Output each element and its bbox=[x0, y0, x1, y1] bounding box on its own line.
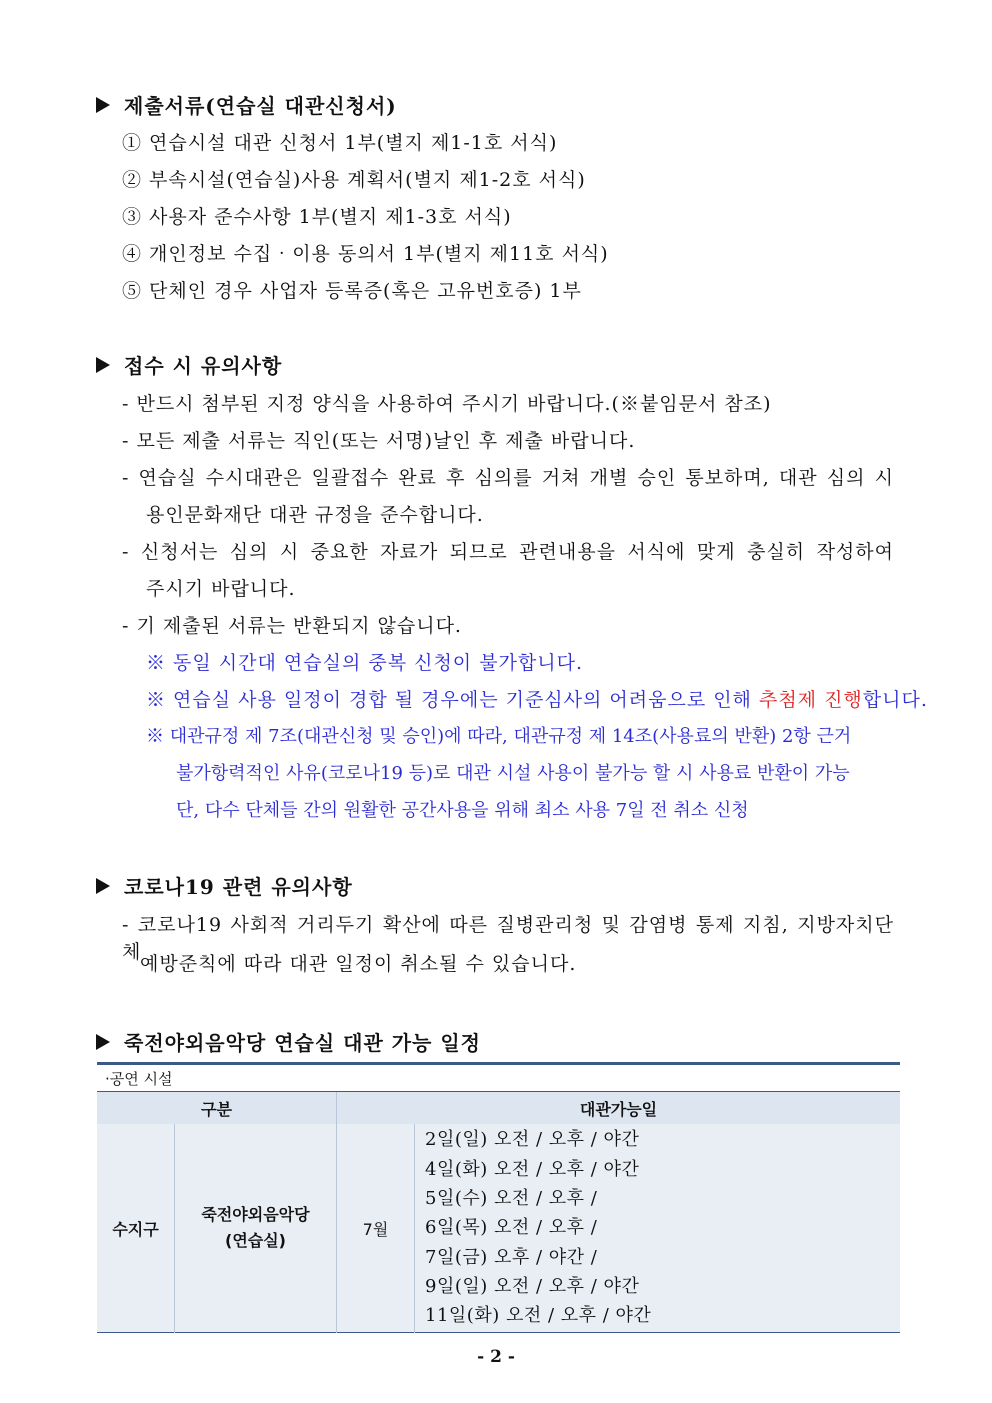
note-line: - 기 제출된 서류는 반환되지 않습니다. bbox=[122, 615, 462, 637]
covid-line: 예방준칙에 따라 대관 일정이 취소될 수 있습니다. bbox=[140, 953, 577, 975]
date-row: 6일(목) 오전 / 오후 / bbox=[425, 1217, 598, 1239]
header-available: 대관가능일 bbox=[337, 1092, 901, 1124]
note-refund: 불가항력적인 사유(코로나19 등)로 대관 시설 사용이 불가능 할 시 사용료 반환이 가능 bbox=[176, 763, 850, 784]
triangle-bullet-icon bbox=[96, 878, 110, 894]
section-title-text: 접수 시 유의사항 bbox=[124, 354, 283, 378]
note-line: 용인문화재단 대관 규정을 준수합니다. bbox=[146, 504, 484, 526]
section-title-text: 죽전야외음악당 연습실 대관 가능 일정 bbox=[124, 1031, 481, 1055]
table-caption: ‧공연 시설 bbox=[97, 1065, 900, 1092]
section-title-text: 제출서류(연습실 대관신청서) bbox=[124, 94, 397, 118]
date-row: 11일(화) 오전 / 오후 / 야간 bbox=[425, 1305, 652, 1327]
triangle-bullet-icon bbox=[96, 357, 110, 373]
list-item: ④ 개인정보 수집‧이용 동의서 1부(별지 제11호 서식) bbox=[122, 243, 609, 265]
venue-sub: (연습실) bbox=[225, 1231, 286, 1250]
section-title-covid bbox=[96, 871, 353, 900]
note-lottery bbox=[146, 685, 928, 712]
triangle-bullet-icon bbox=[96, 1034, 110, 1050]
dates-cell bbox=[415, 1124, 901, 1333]
note-lottery-text: ※ 연습실 사용 일정이 경합 될 경우에는 기준심사의 어려움으로 인해 bbox=[146, 689, 759, 711]
venue-cell bbox=[175, 1124, 337, 1333]
note-line: - 연습실 수시대관은 일괄접수 완료 후 심의를 거쳐 개별 승인 통보하며, 대관 심의 시 bbox=[122, 467, 894, 489]
section-title-documents bbox=[96, 90, 397, 119]
list-item: ⑤ 단체인 경우 사업자 등록증(혹은 고유번호증) 1부 bbox=[122, 280, 582, 302]
covid-line: - 코로나19 사회적 거리두기 확산에 따른 질병관리청 및 감염병 통제 지침, 지방자치단체 bbox=[122, 914, 894, 963]
date-row: 2일(일) 오전 / 오후 / 야간 bbox=[425, 1129, 640, 1151]
note-line: - 반드시 첨부된 지정 양식을 사용하여 주시기 바랍니다.(※붙임문서 참조) bbox=[122, 393, 772, 415]
region-cell: 수지구 bbox=[97, 1124, 175, 1333]
note-line: - 신청서는 심의 시 중요한 자료가 되므로 관련내용을 서식에 맞게 충실히 작성하여 bbox=[122, 541, 894, 563]
list-item: ① 연습시설 대관 신청서 1부(별지 제1-1호 서식) bbox=[122, 132, 558, 154]
date-row: 5일(수) 오전 / 오후 / bbox=[425, 1187, 598, 1209]
note-refund: 단, 다수 단체들 간의 원활한 공간사용을 위해 최소 사용 7일 전 취소 신청 bbox=[176, 800, 749, 821]
note-duplicate: ※ 동일 시간대 연습실의 중복 신청이 불가합니다. bbox=[146, 652, 584, 674]
section-title-schedule bbox=[96, 1027, 481, 1056]
list-item: ③ 사용자 준수사항 1부(별지 제1-3호 서식) bbox=[122, 206, 512, 228]
date-row: 7일(금) 오후 / 야간 / bbox=[425, 1246, 598, 1268]
date-row: 9일(일) 오전 / 오후 / 야간 bbox=[425, 1276, 640, 1298]
section-title-notes bbox=[96, 350, 282, 379]
date-row: 4일(화) 오전 / 오후 / 야간 bbox=[425, 1158, 640, 1180]
month-cell: 7월 bbox=[337, 1124, 415, 1333]
list-item: ② 부속시설(연습실)사용 계획서(별지 제1-2호 서식) bbox=[122, 169, 586, 191]
page-number: - 2 - bbox=[477, 1347, 515, 1367]
schedule-table bbox=[97, 1062, 900, 1333]
header-category: 구분 bbox=[97, 1092, 337, 1124]
note-line: 주시기 바랍니다. bbox=[146, 578, 296, 600]
section-title-text: 코로나19 관련 유의사항 bbox=[124, 875, 353, 899]
note-refund: ※ 대관규정 제 7조(대관신청 및 승인)에 따라, 대관규정 제 14조(사용료의 반환) 2항 근거 bbox=[146, 726, 852, 747]
note-line: - 모든 제출 서류는 직인(또는 서명)날인 후 제출 바랍니다. bbox=[122, 430, 636, 452]
lottery-highlight: 추첨제 진행 bbox=[758, 689, 863, 711]
venue-name: 죽전야외음악당 bbox=[201, 1205, 310, 1224]
note-lottery-end: 합니다. bbox=[862, 689, 928, 711]
triangle-bullet-icon bbox=[96, 97, 110, 113]
